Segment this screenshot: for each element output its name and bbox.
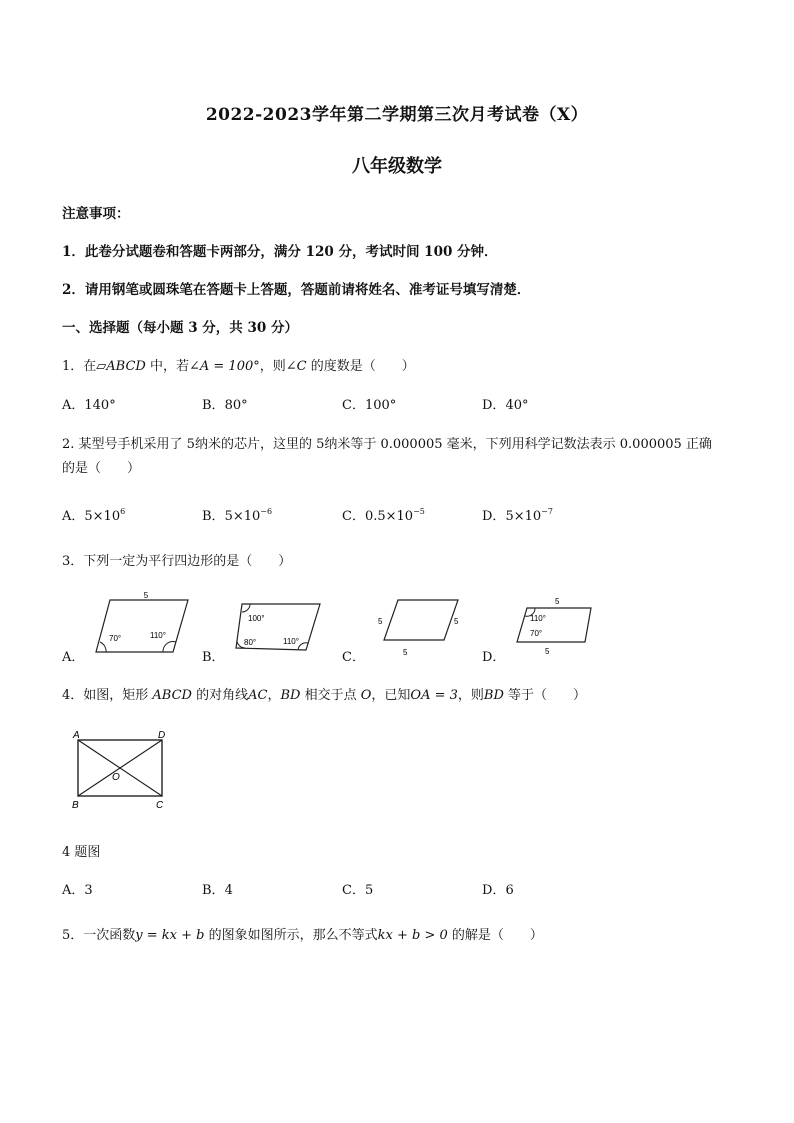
q3-figure-c: [370, 590, 480, 665]
q4-prefix: 4．如图，矩形: [62, 688, 149, 703]
label-bottom: 5: [545, 647, 550, 656]
q4-suffix: 等于（ ）: [503, 688, 587, 703]
notice-item-1: 1．此卷分试题卷和答题卡两部分，满分 120 分，考试时间 100 分钟．: [62, 244, 498, 260]
option-letter: D．: [482, 883, 506, 898]
q1-option-a[interactable]: [62, 394, 116, 413]
q4-figure-caption: 4 题图: [62, 845, 101, 860]
point-o-label: O: [112, 772, 120, 783]
label-right-angle: 110°: [150, 631, 166, 640]
q1-option-b[interactable]: [202, 394, 248, 413]
label-right: 5: [454, 617, 459, 626]
q4-mid1: 的对角线: [196, 688, 249, 703]
vertex-a-label: A: [73, 730, 80, 741]
option-value: 100°: [364, 398, 397, 413]
question-5: [62, 924, 543, 943]
q3-option-b[interactable]: B．: [202, 650, 225, 665]
q2-line-1: 2. 某型号手机采用了 5纳米的芯片，这里的 5纳米等于 0.000005 毫米，下列用科学记数法表示 0.000005 正确: [62, 437, 712, 452]
option-letter: A．: [62, 883, 85, 898]
q4-option-d[interactable]: [482, 879, 514, 898]
angle-arc-left: [100, 642, 106, 652]
q1-condition: ∠A = 100°: [188, 359, 260, 374]
quadrilateral-d: [517, 608, 591, 642]
q4-point: O: [360, 688, 372, 703]
option-base: 5×10: [84, 509, 121, 524]
q4-option-c[interactable]: [342, 879, 373, 898]
q2-option-d[interactable]: [482, 505, 553, 524]
q5-prefix: 5．一次函数: [62, 928, 136, 943]
label-left-angle: 70°: [109, 634, 122, 643]
label-top: 5: [555, 597, 560, 606]
option-base: 0.5×10: [364, 509, 414, 524]
label-angle-2: 70°: [530, 629, 543, 638]
q3-option-d[interactable]: D．: [482, 650, 506, 665]
q5-inequality: kx + b > 0: [377, 928, 448, 943]
q4-diag2: BD: [280, 688, 301, 703]
q4-target: BD: [483, 688, 504, 703]
q4-rect: ABCD: [148, 688, 197, 703]
section-heading: 一、选择题（每小题 3 分，共 30 分）: [62, 320, 298, 336]
q3-figure-b: [228, 590, 338, 665]
label-left: 5: [378, 617, 383, 626]
q2-option-c[interactable]: [342, 505, 425, 524]
label-angle-1: 110°: [530, 614, 546, 623]
option-value: 6: [505, 883, 514, 898]
question-4: [62, 684, 586, 703]
exam-title: 2022-2023学年第二学期第三次月考试卷（X）: [205, 105, 589, 125]
question-1: [62, 355, 415, 374]
label-bottom-right-angle: 110°: [283, 637, 299, 646]
q4-option-a[interactable]: [62, 879, 93, 898]
option-exponent: −5: [413, 507, 425, 516]
option-base: 5×10: [224, 509, 261, 524]
option-letter: B．: [202, 509, 225, 524]
quadrilateral-a: [96, 600, 188, 652]
option-letter: C．: [342, 509, 365, 524]
q2-option-a[interactable]: [62, 505, 125, 524]
notice-heading: 注意事项：: [62, 206, 130, 222]
label-bottom: 5: [403, 648, 408, 657]
q4-mid4: ，则: [457, 688, 484, 703]
option-value: 3: [84, 883, 93, 898]
option-letter: C．: [342, 398, 365, 413]
option-letter: B．: [202, 883, 225, 898]
option-letter: D．: [482, 398, 506, 413]
q2-option-b[interactable]: [202, 505, 272, 524]
q1-option-d[interactable]: [482, 394, 528, 413]
q5-suffix: 的解是（ ）: [447, 928, 543, 943]
option-value: 80°: [224, 398, 248, 413]
q3-option-c[interactable]: C．: [342, 650, 365, 665]
quadrilateral-c: [384, 600, 458, 640]
label-bottom-left-angle: 80°: [244, 638, 257, 647]
option-exponent: 6: [120, 507, 126, 516]
q4-mid3: ，已知: [371, 688, 411, 703]
q1-middle2: ，则: [259, 359, 286, 374]
q4-option-b[interactable]: [202, 879, 233, 898]
option-value: 40°: [505, 398, 529, 413]
option-letter: A．: [62, 509, 85, 524]
q4-rectangle-figure: [66, 726, 186, 821]
option-letter: A．: [62, 398, 85, 413]
label-top-angle: 100°: [248, 614, 265, 623]
q1-middle: 中，若: [145, 359, 189, 374]
q4-diag: AC: [248, 688, 268, 703]
q1-suffix: 的度数是（ ）: [306, 359, 415, 374]
q1-shape-name: ABCD: [106, 359, 146, 374]
q4-given: OA = 3: [410, 688, 458, 703]
option-value: 4: [224, 883, 233, 898]
option-exponent: −7: [541, 507, 553, 516]
vertex-c-label: C: [156, 800, 164, 811]
q3-figure-a: [88, 590, 198, 665]
angle-arc-top: [242, 604, 250, 612]
q1-option-c[interactable]: [342, 394, 396, 413]
option-base: 5×10: [505, 509, 542, 524]
vertex-b-label: B: [72, 800, 79, 811]
q5-mid: 的图象如图所示，那么不等式: [204, 928, 378, 943]
vertex-d-label: D: [158, 730, 166, 741]
q1-target: ∠C: [285, 359, 307, 374]
option-letter: C．: [342, 883, 365, 898]
option-letter: B．: [202, 398, 225, 413]
question-3: 3．下列一定为平行四边形的是（ ）: [62, 554, 292, 569]
q1-prefix: 1．在: [62, 359, 97, 374]
q3-option-a[interactable]: A．: [62, 650, 85, 665]
q4-mid2: 相交于点: [300, 688, 361, 703]
label-top: 5: [143, 591, 149, 600]
option-letter: D．: [482, 509, 506, 524]
q2-line-2: 的是（ ）: [62, 461, 141, 476]
q4-sep: ，: [267, 688, 281, 703]
option-value: 5: [364, 883, 374, 898]
parallelogram-symbol: ▱: [96, 359, 107, 374]
option-value: 140°: [84, 398, 116, 413]
notice-item-2: 2．请用钢笔或圆珠笔在答题卡上答题，答题前请将姓名、准考证号填写清楚．: [62, 282, 531, 298]
q3-figure-d: [505, 590, 615, 665]
option-exponent: −6: [260, 507, 273, 516]
q5-function: y = kx + b: [135, 928, 205, 943]
exam-subtitle: 八年级数学: [352, 156, 442, 177]
